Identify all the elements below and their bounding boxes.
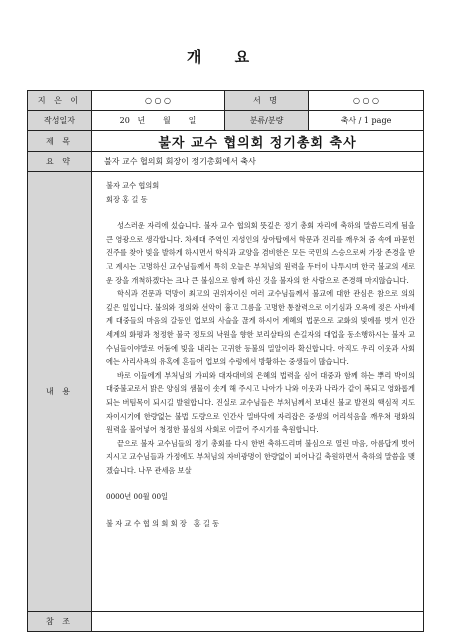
content-org: 불자 교수 협의회 xyxy=(106,181,160,190)
author-value: ○ ○ ○ xyxy=(92,91,225,111)
content-body xyxy=(92,172,424,612)
content-paragraph: 끝으로 불자 교수님들의 정기 총회를 다시 한번 축하드리며 불심으로 열린 마음, 아름답게 벗어지시고 교수님들과 가정에도 부처님의 자비광명이 한량없이 피어나길 축원하면서 축하의 말씀을 맺겠습니다. 나무 관세음 보살 xyxy=(106,438,415,475)
subject-value: 불자 교수 협의회 정기총회 축사 xyxy=(92,131,424,152)
content-label: 내 용 xyxy=(28,172,92,612)
signer-label: 서 명 xyxy=(225,91,309,111)
content-paragraph: 학식과 견문과 덕망이 최고의 권위자이신 여러 교수님들께서 불교에 대한 관심은 참으로 의의 깊은 일입니다. 불의와 정의와 선악이 흉고 그름을 고명한 통찰력으로 이기심과 오욕에 젖은 사바세계 대중들의 마음의 갈등인 업보의 사슬을 끊게 하시어 계혜의 법문으로 교화의 빛에를 벗겨 인간 세계의 화평과 청정한 불국 정토의 낙원을 향한 보리살타의 손길자의 대업을 동소행하시는 불자 교수님들이야말로 어둠에 빛을 내리는 고귀한 등불의 밀알이라 확신합니다. 아직도 우리 이웃과 사회에는 사리사욕의 유혹에 흔들어 업보의 수렁에서 방황하는 중생들이 많습니다. xyxy=(106,289,415,367)
date-year-unit: 년 xyxy=(137,116,146,125)
note-label: 참 조 xyxy=(28,612,92,632)
date-day-unit: 일 xyxy=(188,116,197,125)
author-label: 지 은 이 xyxy=(28,91,92,111)
content-paragraph: 바로 이들에게 부처님의 가피와 대자대비의 은혜의 법력을 심어 대중과 함께 하는 뿌리 박이의 대중불교로서 밝은 양심의 샘물이 솟게 해 주시고 나아가 나와 이웃과 나라가 같이 복되고 영화롭게 되는 버팀목이 되시길 발원합니다. 진실로 교수님들은 부처님께서 보내신 불교 발전의 핵심적 지도자이시기에 한량없는 불법 도량으로 인간사 밀바닥에 자리잡은 중생의 어리석음을 깨우쳐 평화의 원력을 불어넣어 청정한 불심의 사회로 이끌어 주시기를 축원합니다. xyxy=(106,370,415,435)
author-row xyxy=(28,91,424,111)
note-value xyxy=(92,612,424,632)
closing-date: 0000년 00월 00일 xyxy=(106,492,168,502)
date-row xyxy=(28,111,424,131)
page-title: 개 요 xyxy=(186,48,264,66)
date-month-unit: 월 xyxy=(163,116,171,125)
subject-row xyxy=(28,131,424,152)
summary-label: 요 약 xyxy=(28,152,92,172)
date-label: 작성일자 xyxy=(28,111,92,131)
content-paragraph: 성스러운 자리에 섰습니다. 불자 교수 협의회 뜻깊은 정기 총회 자리에 축하의 말씀드리게 됨을 큰 영광으로 생각합니다. 차세대 주역인 지성인의 상아탑에서 학문과 진리를 깨우쳐 줌 속에 파묻힌 진주를 찾아 빛을 발하게 하시면서 학식과 교양을 겸비한은 모든 국민의 스승으로써 가장 존경을 받고 계시는 고명하신 교수님들께서 특히 오늘은 부처님의 원력을 두터이 나투시며 한국 불교의 새로운 장을 개척하겠다는 크나 큰 불심으로 함께 하신 것을 불자의 한 사람으로 존경해 마지않습니다. xyxy=(106,221,415,285)
summary-row xyxy=(28,152,424,172)
closing-signature: 불 자 교 수 협 의 회 회 장 홍 길 동 xyxy=(106,519,220,529)
summary-value: 불자 교수 협의회 회장이 정기총회에서 축사 xyxy=(92,152,424,172)
note-row xyxy=(28,612,424,632)
date-year: 20 xyxy=(119,116,130,125)
signer-value: ○ ○ ○ xyxy=(309,91,424,111)
date-value xyxy=(92,111,225,131)
document-form-table xyxy=(27,90,424,632)
category-label: 분류/분량 xyxy=(225,111,309,131)
category-value: 축사 / 1 page xyxy=(309,111,424,131)
content-row xyxy=(28,172,424,612)
subject-label: 제 목 xyxy=(28,131,92,152)
content-president: 회장 홍 길 동 xyxy=(106,194,148,204)
